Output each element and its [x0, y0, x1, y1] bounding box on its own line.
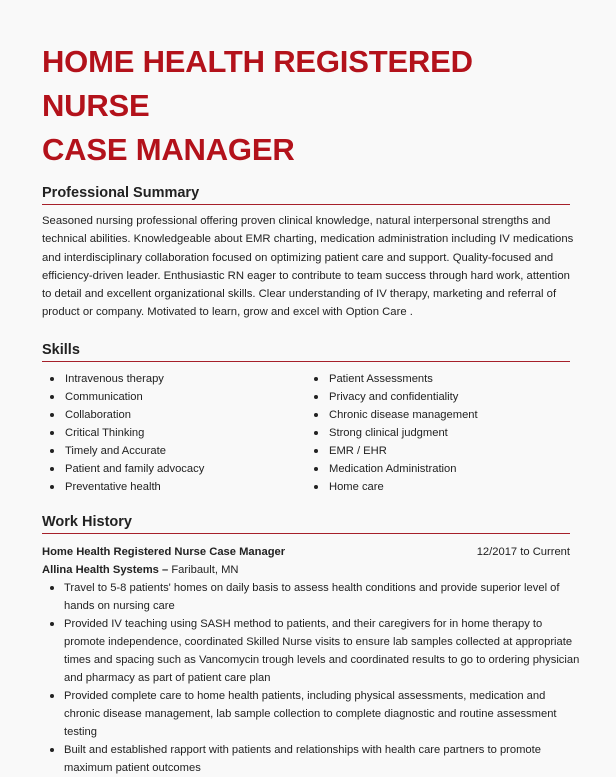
skill-label: Home care [329, 480, 384, 493]
bullet-icon [50, 748, 54, 752]
work-history-section [42, 513, 580, 777]
job-dates: 12/2017 to Current [476, 545, 570, 558]
skills-section [42, 341, 570, 496]
skill-item [42, 478, 306, 496]
skill-label: Timely and Accurate [65, 444, 166, 457]
bullet-icon [50, 431, 54, 435]
skill-label: Communication [65, 390, 143, 403]
duty-item [42, 615, 582, 687]
bullet-icon [314, 431, 318, 435]
section-heading-work: Work History [42, 513, 570, 534]
skill-item [306, 424, 570, 442]
bullet-icon [50, 467, 54, 471]
skill-item [306, 442, 570, 460]
skill-item [306, 460, 570, 478]
skill-label: Chronic disease management [329, 408, 478, 421]
bullet-icon [50, 622, 54, 626]
skill-item [306, 388, 570, 406]
bullet-icon [314, 377, 318, 381]
section-heading-skills: Skills [42, 341, 570, 362]
duty-text: Travel to 5-8 patients' homes on daily basis to assess health conditions and provide superior level of hands on nursing care [64, 581, 560, 612]
title-line-1: HOME HEALTH REGISTERED NURSE [42, 44, 473, 123]
job-title: Home Health Registered Nurse Case Manager [42, 545, 286, 558]
bullet-icon [50, 586, 54, 590]
duty-item [42, 579, 582, 615]
skills-grid [42, 370, 570, 496]
company-line [42, 561, 570, 579]
skill-item [42, 388, 306, 406]
skill-item [42, 406, 306, 424]
company-name: Allina Health Systems [42, 563, 159, 576]
job-duties [42, 579, 582, 777]
skill-label: Patient and family advocacy [65, 462, 205, 475]
skills-column-left [42, 370, 306, 496]
duty-text: Built and established rapport with patients and relationships with health care partners to promote maximum patient outcomes [64, 743, 541, 774]
duty-item [42, 741, 582, 777]
company-location: Faribault, MN [171, 563, 239, 576]
skill-item [42, 460, 306, 478]
section-heading-summary: Professional Summary [42, 184, 570, 205]
title-line-2: CASE MANAGER [42, 132, 295, 167]
job-header [42, 543, 570, 561]
skill-label: Intravenous therapy [65, 372, 164, 385]
skills-column-right [306, 370, 570, 496]
bullet-icon [50, 694, 54, 698]
skill-label: Collaboration [65, 408, 131, 421]
skill-item [42, 370, 306, 388]
summary-text: Seasoned nursing professional offering proven clinical knowledge, natural interpersonal strengths and technical abilities. Knowledgeable about EMR charting, medication administration including IV medications and interdisciplinary collaboration focused on optimizing patient care and support. Quality-focused and efficiency-driven leader. Enthusiastic RN eager to contribute to team success through hard work, attention to detail and excellent organizational skills. Clear understanding of IV therapy, marketing and referral of product or company. Motivated to learn, grow and excel with Option Care . [42, 215, 574, 319]
skill-item [306, 370, 570, 388]
skill-item [306, 478, 570, 496]
professional-summary-section [42, 184, 574, 322]
bullet-icon [314, 395, 318, 399]
skill-label: Critical Thinking [65, 426, 145, 439]
skill-label: Privacy and confidentiality [329, 390, 459, 403]
bullet-icon [50, 413, 54, 417]
bullet-icon [314, 413, 318, 417]
skill-label: Preventative health [65, 480, 161, 493]
bullet-icon [314, 467, 318, 471]
job-entry [42, 543, 580, 777]
skill-label: Medication Administration [329, 462, 457, 475]
skill-item [42, 424, 306, 442]
duty-text: Provided IV teaching using SASH method to patients, and their caregivers for in home therapy to promote independence, coordinated Skilled Nurse visits to ensure lab samples collected at appropriate times and spacing such as Vancomycin trough levels and coordinated results to go to ordering physician and pharmacy as part of patient care plan [64, 617, 580, 684]
duty-text: Provided complete care to home health patients, including physical assessments, medication and chronic disease management, lab sample collection to complete diagnostic and routine assessment testing [64, 689, 557, 738]
skill-label: Patient Assessments [329, 372, 433, 385]
resume-title [42, 0, 570, 172]
bullet-icon [50, 449, 54, 453]
skill-label: Strong clinical judgment [329, 426, 448, 439]
skill-item [306, 406, 570, 424]
skill-label: EMR / EHR [329, 444, 387, 457]
duty-item [42, 687, 582, 741]
bullet-icon [314, 449, 318, 453]
bullet-icon [50, 377, 54, 381]
bullet-icon [50, 395, 54, 399]
skill-item [42, 442, 306, 460]
company-separator: – [158, 563, 172, 576]
bullet-icon [50, 485, 54, 489]
bullet-icon [314, 485, 318, 489]
